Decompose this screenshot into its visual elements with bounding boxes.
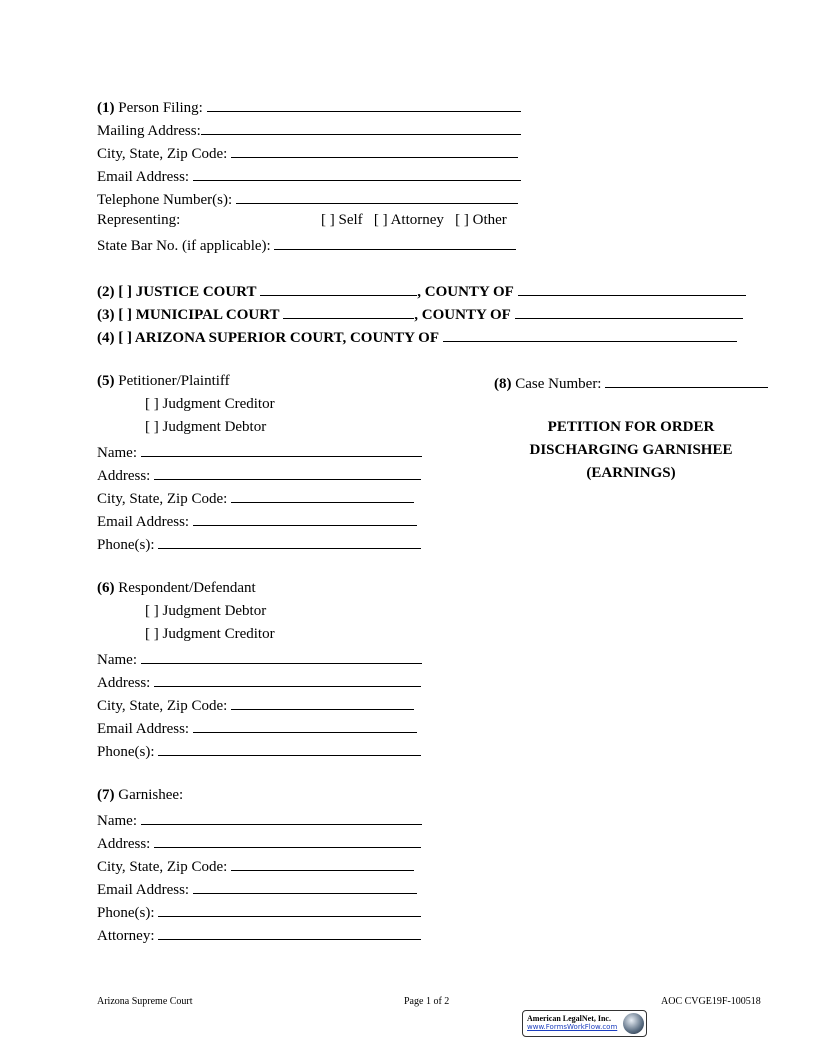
municipal-court-row	[97, 303, 743, 321]
field-label: Name:	[97, 813, 137, 829]
field-label: Case Number:	[515, 376, 602, 392]
county-label: , COUNTY OF	[417, 284, 514, 300]
respondent-name-field[interactable]	[141, 648, 422, 664]
field-label: Phone(s):	[97, 744, 155, 760]
respondent-judgment-debtor-checkbox[interactable]: [ ] Judgment Debtor	[145, 603, 267, 619]
petitioner-phone-field[interactable]	[158, 533, 421, 549]
person-filing-row	[97, 96, 521, 114]
petitioner-email-row	[97, 510, 417, 528]
garnishee-name-field[interactable]	[141, 809, 422, 825]
petitioner-email-field[interactable]	[193, 510, 417, 526]
respondent-heading	[97, 579, 256, 597]
municipal-county-field[interactable]	[515, 303, 743, 319]
county-label: , COUNTY OF	[414, 307, 511, 323]
footer-court-name: Arizona Supreme Court	[97, 996, 193, 1007]
justice-county-field[interactable]	[518, 280, 746, 296]
attorney-checkbox[interactable]: [ ] Attorney	[373, 212, 444, 228]
respondent-address-field[interactable]	[154, 671, 421, 687]
state-bar-row	[97, 234, 516, 252]
representing-row	[97, 211, 180, 229]
footer-form-code: AOC CVGE19F-100518	[661, 996, 761, 1007]
respondent-name-row	[97, 648, 422, 666]
respondent-phone-field[interactable]	[158, 740, 421, 756]
garnishee-phone-field[interactable]	[158, 901, 421, 917]
case-number-field[interactable]	[605, 372, 768, 388]
globe-icon	[623, 1013, 644, 1034]
footer-page-number: Page 1 of 2	[404, 996, 450, 1007]
state-bar-field[interactable]	[274, 234, 516, 250]
respondent-city-field[interactable]	[231, 694, 414, 710]
petitioner-phone-row	[97, 533, 421, 551]
logo-website-link[interactable]: www.FormsWorkFlow.com	[527, 1023, 618, 1031]
field-label: Address:	[97, 836, 151, 852]
email-row	[97, 165, 521, 183]
city-state-zip-row	[97, 142, 518, 160]
garnishee-attorney-field[interactable]	[158, 924, 421, 940]
garnishee-email-row	[97, 878, 417, 896]
municipal-court-checkbox[interactable]: [ ] MUNICIPAL COURT	[118, 307, 280, 323]
respondent-phone-row	[97, 740, 421, 758]
document-title-line3: (EARNINGS)	[586, 465, 676, 481]
case-number-row	[494, 372, 768, 390]
respondent-title: Respondent/Defendant	[118, 580, 256, 596]
respondent-city-row	[97, 694, 414, 712]
petitioner-judgment-debtor-checkbox[interactable]: [ ] Judgment Debtor	[145, 419, 267, 435]
section-number: (7)	[97, 787, 115, 803]
garnishee-title: Garnishee:	[118, 787, 184, 803]
field-label: City, State, Zip Code:	[97, 859, 228, 875]
mailing-address-row	[97, 119, 521, 137]
field-label: State Bar No. (if applicable):	[97, 238, 271, 254]
field-label: Email Address:	[97, 169, 190, 185]
justice-court-field[interactable]	[260, 280, 417, 296]
field-label: Email Address:	[97, 721, 190, 737]
field-label: City, State, Zip Code:	[97, 698, 228, 714]
field-label: Email Address:	[97, 882, 190, 898]
section-number: (3)	[97, 307, 115, 323]
section-number: (4)	[97, 330, 115, 346]
garnishee-address-row	[97, 832, 421, 850]
municipal-court-field[interactable]	[283, 303, 414, 319]
field-label: Email Address:	[97, 514, 190, 530]
field-label: Address:	[97, 675, 151, 691]
garnishee-name-row	[97, 809, 422, 827]
petitioner-city-field[interactable]	[231, 487, 414, 503]
representing-options	[321, 211, 507, 229]
petitioner-name-field[interactable]	[141, 441, 422, 457]
petitioner-address-row	[97, 464, 421, 482]
field-label: Mailing Address:	[97, 123, 201, 139]
garnishee-heading	[97, 786, 183, 804]
garnishee-address-field[interactable]	[154, 832, 421, 848]
respondent-address-row	[97, 671, 421, 689]
field-label: City, State, Zip Code:	[97, 491, 228, 507]
field-label: City, State, Zip Code:	[97, 146, 228, 162]
field-label: Representing:	[97, 212, 181, 228]
section-number: (2)	[97, 284, 115, 300]
petitioner-heading	[97, 372, 230, 390]
person-filing-field[interactable]	[207, 96, 521, 112]
superior-court-row	[97, 326, 737, 344]
legalnet-logo[interactable]	[522, 1010, 647, 1037]
superior-court-checkbox[interactable]: [ ] ARIZONA SUPERIOR COURT, COUNTY OF	[118, 330, 439, 346]
petitioner-judgment-creditor-checkbox[interactable]: [ ] Judgment Creditor	[145, 396, 275, 412]
document-title-line1: PETITION FOR ORDER	[547, 419, 715, 435]
garnishee-email-field[interactable]	[193, 878, 417, 894]
field-label: Telephone Number(s):	[97, 192, 233, 208]
email-field[interactable]	[193, 165, 521, 181]
field-label: Phone(s):	[97, 537, 155, 553]
section-number: (8)	[494, 376, 512, 392]
section-number: (6)	[97, 580, 115, 596]
logo-company-name: American LegalNet, Inc.	[527, 1014, 611, 1023]
section-number: (5)	[97, 373, 115, 389]
mailing-address-field[interactable]	[201, 119, 521, 135]
respondent-email-row	[97, 717, 417, 735]
garnishee-city-row	[97, 855, 414, 873]
section-number: (1)	[97, 100, 115, 116]
telephone-row	[97, 188, 518, 206]
other-checkbox[interactable]: [ ] Other	[455, 212, 507, 228]
field-label: Attorney:	[97, 928, 155, 944]
field-label: Phone(s):	[97, 905, 155, 921]
field-label: Name:	[97, 652, 137, 668]
city-state-zip-field[interactable]	[231, 142, 518, 158]
garnishee-phone-row	[97, 901, 421, 919]
petitioner-city-row	[97, 487, 414, 505]
respondent-judgment-creditor-checkbox[interactable]: [ ] Judgment Creditor	[145, 626, 275, 642]
self-checkbox[interactable]: [ ] Self	[321, 212, 363, 228]
garnishee-city-field[interactable]	[231, 855, 414, 871]
telephone-field[interactable]	[236, 188, 518, 204]
respondent-email-field[interactable]	[193, 717, 417, 733]
field-label: Address:	[97, 468, 151, 484]
justice-court-row	[97, 280, 746, 298]
field-label: Person Filing:	[118, 100, 203, 116]
justice-court-checkbox[interactable]: [ ] JUSTICE COURT	[118, 284, 257, 300]
garnishee-attorney-row	[97, 924, 421, 942]
superior-county-field[interactable]	[443, 326, 737, 342]
petitioner-title: Petitioner/Plaintiff	[118, 373, 230, 389]
document-title-line2: DISCHARGING GARNISHEE	[529, 442, 733, 458]
petitioner-name-row	[97, 441, 422, 459]
field-label: Name:	[97, 445, 137, 461]
petitioner-address-field[interactable]	[154, 464, 421, 480]
